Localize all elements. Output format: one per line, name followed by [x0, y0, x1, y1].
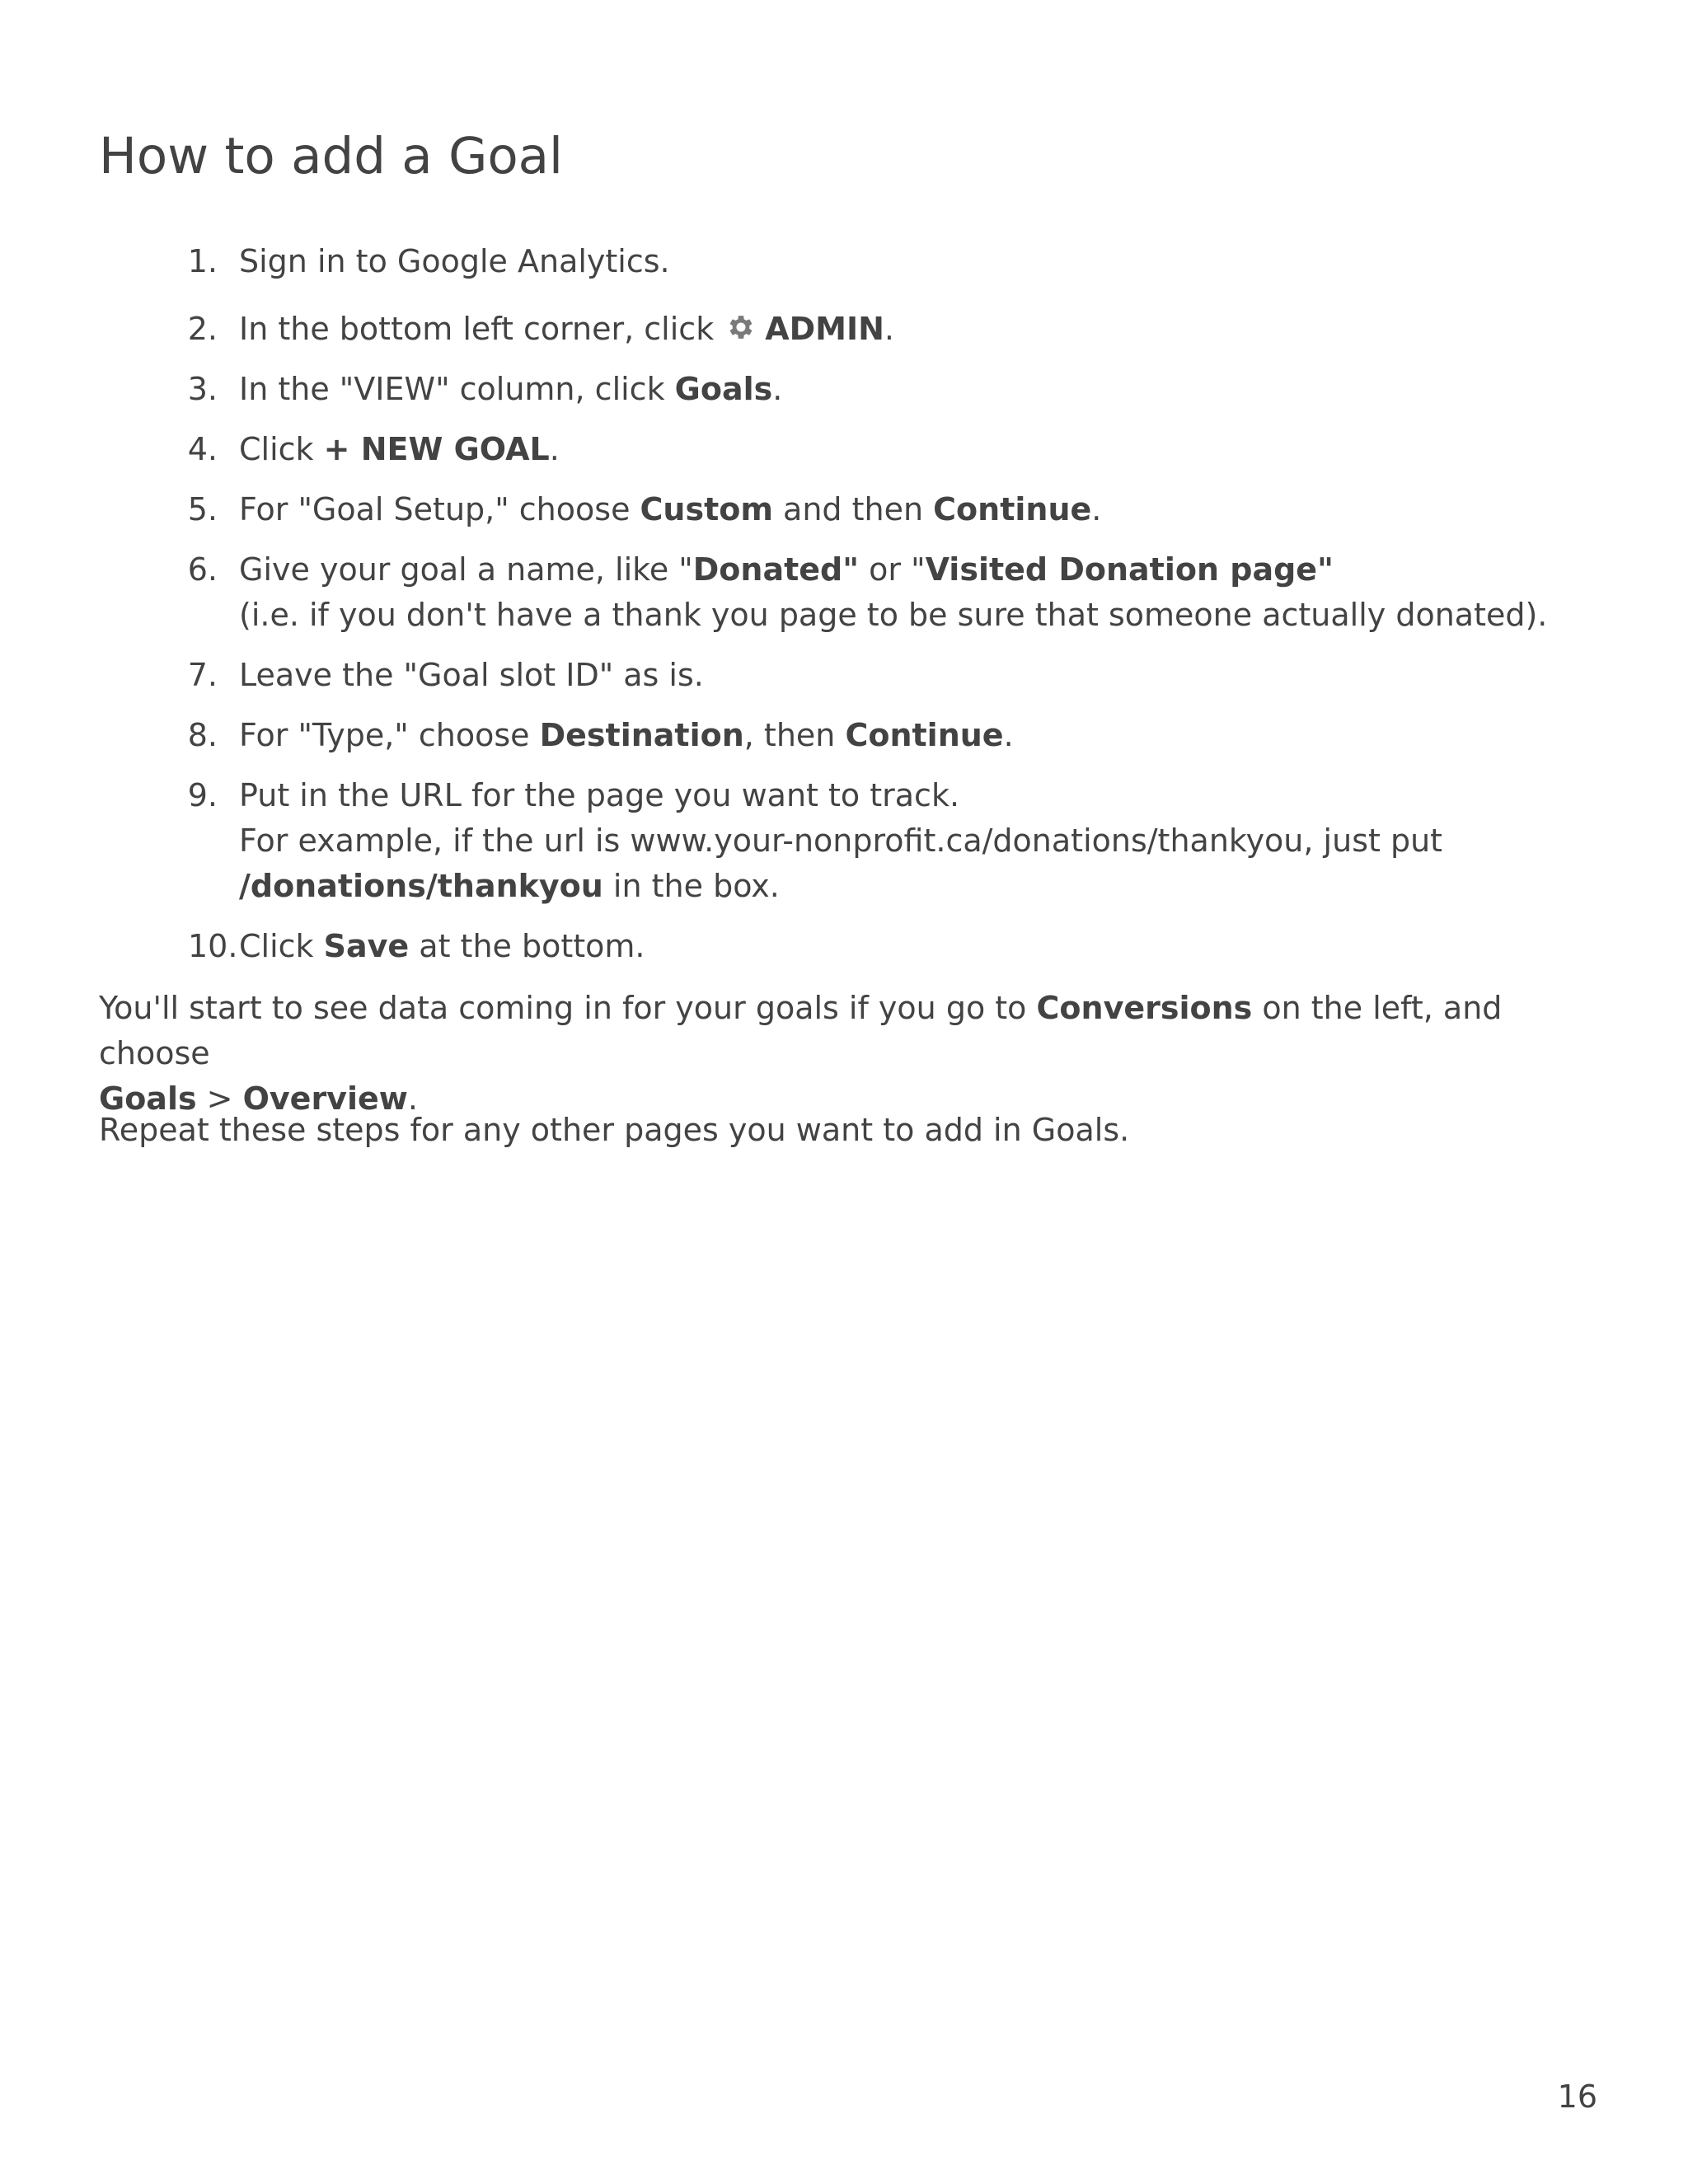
step-text-part: Click	[239, 431, 324, 467]
step-text-part: Click	[239, 928, 324, 964]
para-bold: Goals	[99, 1080, 197, 1117]
step-text-part: For "Goal Setup," choose	[239, 491, 640, 527]
page-number: 16	[1557, 2079, 1597, 2115]
step-text	[239, 924, 645, 969]
step-text-part: .	[1091, 491, 1102, 527]
step-number: 1.	[187, 243, 218, 279]
step-text: Put in the URL for the page you want to track.	[239, 777, 960, 813]
step-text-part: at the bottom.	[409, 928, 645, 964]
step-text	[239, 427, 560, 472]
step-text	[239, 367, 782, 412]
step-number: 7.	[187, 657, 218, 693]
para-bold: Conversions	[1036, 990, 1253, 1026]
step-text-bold: Continue	[845, 717, 1004, 753]
step-text-part: For "Type," choose	[239, 717, 540, 753]
step-text-line2: (i.e. if you don't have a thank you page to be sure that someone actually donated).	[239, 597, 1548, 633]
step-number: 2.	[187, 311, 218, 347]
step-text-bold: /donations/thankyou	[239, 868, 603, 904]
step-text-bold: Save	[323, 928, 410, 964]
step-text-bold: + NEW GOAL	[323, 431, 550, 467]
step-text-part: In the bottom left corner, click	[239, 311, 715, 347]
step-text: Leave the "Goal slot ID" as is.	[239, 657, 704, 693]
step-number: 3.	[187, 371, 218, 407]
step-number: 4.	[187, 431, 218, 467]
step-text	[239, 547, 1334, 593]
step-text-bold: Custom	[640, 491, 773, 527]
step-number: 10.	[188, 928, 238, 964]
step-text-part: , then	[743, 717, 846, 753]
step-text-part: .	[549, 431, 560, 467]
step-text-part: .	[1003, 717, 1014, 753]
step-text	[239, 239, 670, 284]
step-text-bold: Continue	[933, 491, 1092, 527]
step-text-bold: Destination	[539, 717, 744, 753]
step-number: 8.	[187, 717, 218, 753]
step-text	[239, 487, 1101, 532]
step-text-line3	[239, 864, 780, 909]
step-number: 6.	[187, 551, 218, 588]
step-text	[239, 713, 1014, 758]
step-text-bold: ADMIN	[765, 311, 884, 347]
step-text-bold: Donated"	[692, 551, 860, 588]
para-text: on the left, and choose	[99, 990, 1503, 1071]
step-text-part: or "	[859, 551, 926, 588]
step-text-part: in the box.	[603, 868, 780, 904]
step-text-part: and then	[772, 491, 934, 527]
page-title: How to add a Goal	[99, 127, 563, 185]
step-number: 5.	[187, 491, 218, 527]
para-bold: Overview	[242, 1080, 408, 1117]
step-text-part: Sign in to Google Analytics.	[239, 243, 670, 279]
step-text-part: Give your goal a name, like "	[239, 551, 693, 588]
step-number: 9.	[187, 777, 218, 813]
step-text-part: .	[884, 311, 895, 347]
para-text: .	[407, 1080, 418, 1117]
repeat-paragraph: Repeat these steps for any other pages you want to add in Goals.	[99, 1112, 1130, 1148]
conversions-paragraph	[99, 986, 1599, 1122]
step-text-line2: For example, if the url is www.your-nonprofit.ca/donations/thankyou, just put	[239, 823, 1443, 859]
step-text-bold: Visited Donation page"	[925, 551, 1334, 588]
step-text-part: .	[772, 371, 783, 407]
step-text-part: In the "VIEW" column, click	[239, 371, 675, 407]
step-text-bold: Goals	[674, 371, 773, 407]
gear-icon	[725, 312, 757, 343]
para-text: >	[196, 1080, 243, 1117]
step-text	[239, 307, 894, 352]
para-text: You'll start to see data coming in for your goals if you go to	[99, 990, 1037, 1026]
